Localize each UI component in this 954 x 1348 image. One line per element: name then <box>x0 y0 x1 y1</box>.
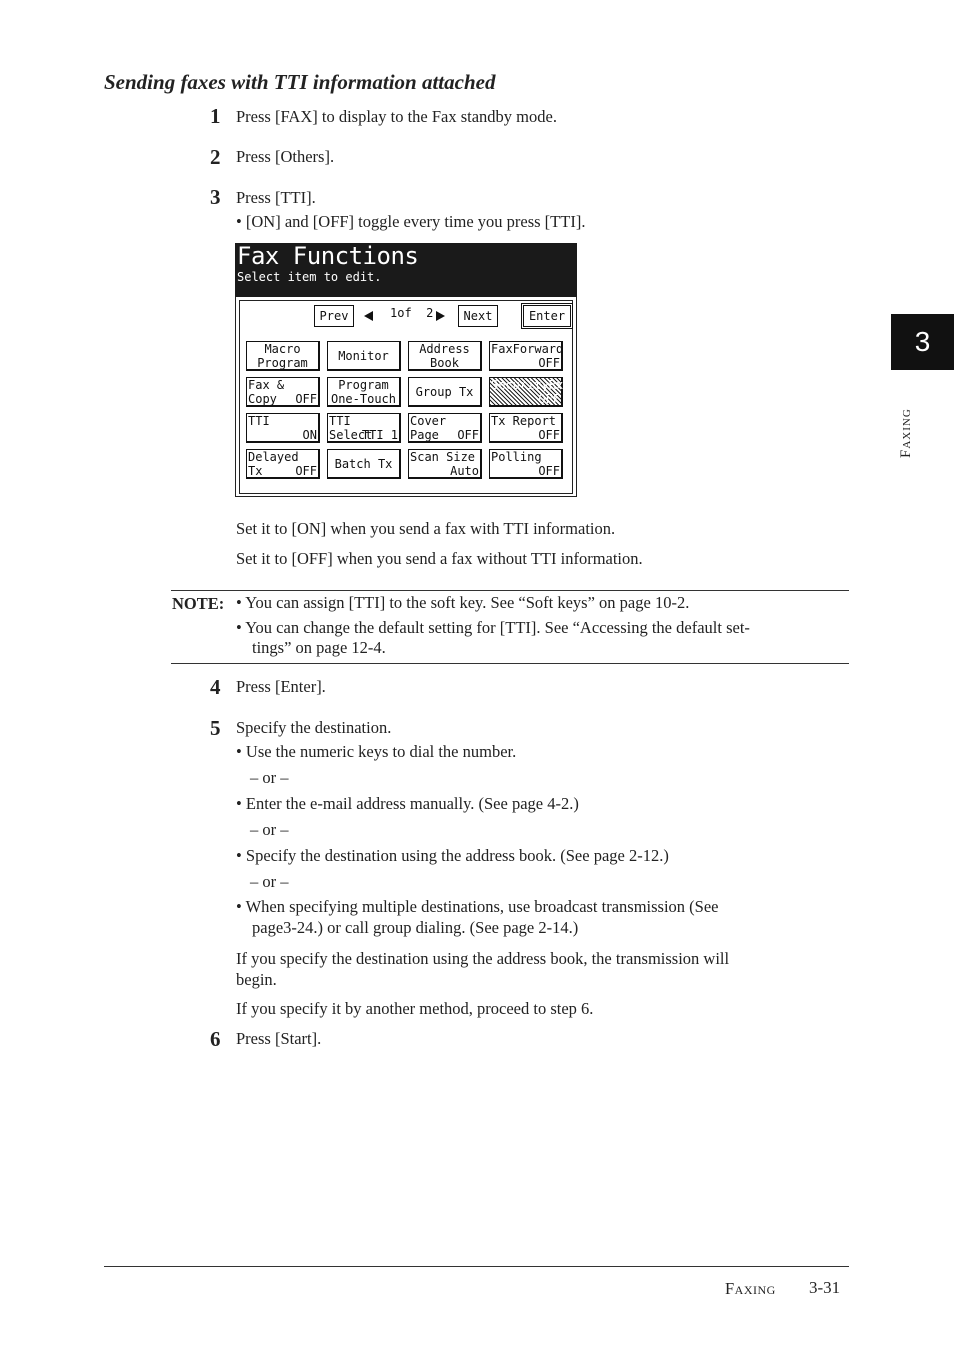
polling-key[interactable]: Polling OFF <box>489 449 563 479</box>
note-bottom-rule <box>171 663 849 664</box>
note-item: • You can change the default setting for [TTI]. See “Accessing the default set- <box>236 618 750 637</box>
step-number: 6 <box>210 1027 221 1051</box>
group-tx-key[interactable]: Group Tx <box>408 377 482 407</box>
step-number: 4 <box>210 675 221 699</box>
or-separator: – or – <box>250 768 289 787</box>
fax-forward-key[interactable]: FaxForward OFF <box>491 342 564 370</box>
screen-panel <box>239 300 573 494</box>
note-label: NOTE: <box>172 594 225 613</box>
step-number: 5 <box>210 716 221 740</box>
page-indicator: 1of 2 <box>390 306 434 320</box>
tti-key[interactable]: TTI ON <box>246 413 320 443</box>
screen-header <box>235 243 577 297</box>
step-text: Press [FAX] to display to the Fax standby mode. <box>236 107 557 126</box>
note-item: • You can assign [TTI] to the soft key. See “Soft keys” on page 10-2. <box>236 593 690 612</box>
footer-rule <box>104 1266 849 1267</box>
step-text: Press [Others]. <box>236 147 335 166</box>
step-number: 2 <box>210 145 221 169</box>
step-number: 1 <box>210 104 221 128</box>
bullet-text: • Use the numeric keys to dial the number. <box>236 742 517 761</box>
macro-program-key[interactable]: Macro Program <box>246 341 320 371</box>
delayed-tx-key[interactable]: Delayed Tx OFF <box>246 449 320 479</box>
step-text: Press [Start]. <box>236 1029 322 1048</box>
cover-page-key[interactable]: Cover Page OFF <box>408 413 482 443</box>
fax-functions-screen <box>235 243 577 498</box>
prev-button[interactable]: Prev <box>314 305 354 327</box>
bullet-text: • When specifying multiple destinations, use broadcast transmission (See <box>236 897 719 916</box>
step-text: Press [Enter]. <box>236 677 326 696</box>
step-note-off: Set it to [OFF] when you send a fax without TTI information. <box>236 549 643 568</box>
note-top-rule <box>171 590 849 591</box>
or-separator: – or – <box>250 820 289 839</box>
program-one-touch-key[interactable]: Program One-Touch <box>327 377 401 407</box>
bullet-text: • [ON] and [OFF] toggle every time you press [TTI]. <box>236 212 586 231</box>
note-item-continued: tings” on page 12-4. <box>252 638 386 657</box>
right-arrow-icon <box>436 311 445 321</box>
monitor-key[interactable]: Monitor <box>327 341 401 371</box>
step-text: Specify the destination. <box>236 718 392 737</box>
batch-tx-key[interactable]: Batch Tx <box>327 449 401 479</box>
step-note-on: Set it to [ON] when you send a fax with TTI information. <box>236 519 616 538</box>
security-rx-key[interactable]: SecurityRx OFF <box>491 378 564 406</box>
bullet-text-continued: page3-24.) or call group dialing. (See page 2-14.) <box>252 918 579 937</box>
fax-copy-key[interactable]: Fax & Copy OFF <box>246 377 320 407</box>
screen-title: Fax Functions <box>237 242 419 270</box>
chapter-tab: 3 <box>891 314 954 370</box>
tx-report-key[interactable]: Tx Report OFF <box>489 413 563 443</box>
screen-subtitle: Select item to edit. <box>237 270 382 284</box>
bullet-text: • Enter the e-mail address manually. (See page 4-2.) <box>236 794 579 813</box>
or-separator: – or – <box>250 872 289 891</box>
next-button[interactable]: Next <box>458 305 498 327</box>
scan-size-key[interactable]: Scan Size Auto <box>408 449 482 479</box>
left-arrow-icon <box>364 311 373 321</box>
bullet-text: • Specify the destination using the address book. (See page 2-12.) <box>236 846 669 865</box>
step-number: 3 <box>210 185 221 209</box>
section-heading: Sending faxes with TTI information attached <box>104 70 496 94</box>
step-text: Press [TTI]. <box>236 188 316 207</box>
enter-button[interactable]: Enter <box>523 305 571 327</box>
paragraph-continued: begin. <box>236 970 277 989</box>
footer-section: Faxing <box>725 1279 776 1298</box>
chapter-side-label: Faxing <box>898 408 914 458</box>
paragraph: If you specify the destination using the address book, the transmission will <box>236 949 730 968</box>
screen-body <box>235 297 577 497</box>
paragraph: If you specify it by another method, proceed to step 6. <box>236 999 594 1018</box>
tti-select-key[interactable]: TTI Select TTI 1 <box>327 413 401 443</box>
footer-page-number: 3-31 <box>809 1278 841 1297</box>
address-book-key[interactable]: Address Book <box>408 341 482 371</box>
